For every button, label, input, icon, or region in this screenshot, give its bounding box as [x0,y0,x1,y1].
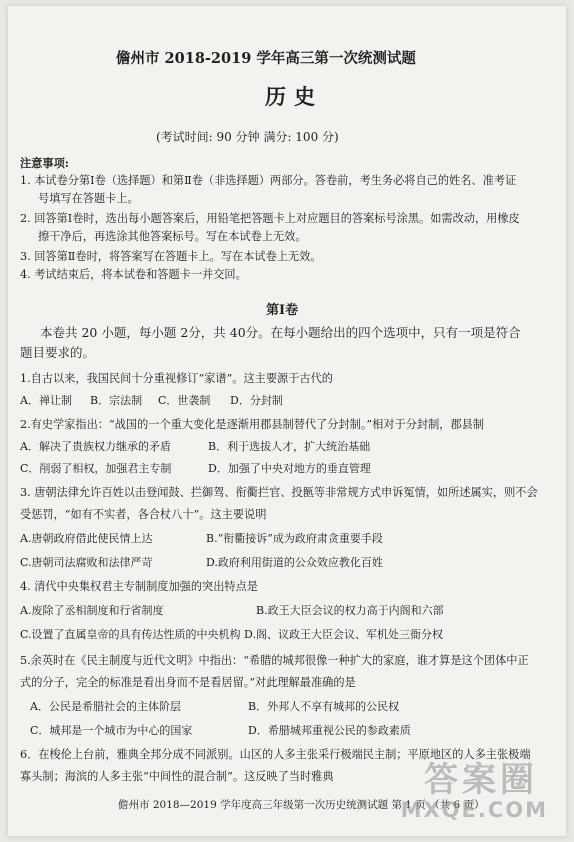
question-stem: 寡头制；海滨的人多主张“中间性的混合制”。这反映了当时雅典 [20,770,334,783]
question-stem: 2.有史学家指出：“战国的一个重大变化是逐渐用郡县制替代了分封制。”相对于分封制，郡县制 [20,418,485,431]
option-c: C．城邦是一个城市为中心的国家 [30,724,193,737]
section-intro: 本卷共 20 小题，每小题 2分，共 40分。在每小题给出的四个选项中，只有一项是符合 [40,325,521,340]
option-d: D．希腊城邦重视公民的参政素质 [248,724,411,737]
question-stem: 4. 清代中央集权君主专制制度加强的突出特点是 [20,580,258,593]
option-d: D.政府利用街道的公众效应教化百姓 [206,556,383,569]
notes-heading: 注意事项: [20,156,69,170]
question-stem: 3. 唐朝法律允许百姓以击登闻鼓、拦御驾、衔衢拦官、投匦等非常规方式申诉冤情，如所述属实，则不会 [20,486,538,499]
option-b: B.“衔衢接诉”成为政府肃贪重要手段 [206,532,383,545]
option-c: C．削弱了相权，加强君主专制 [20,462,172,475]
watermark-logo [356,752,556,832]
option-a: A．解决了贵族权力继承的矛盾 [20,440,171,453]
question-stem: 受惩罚，“如有不实者，各合杖八十”。这主要说明 [20,508,267,521]
note-line: 3. 回答第Ⅱ卷时，将答案写在答题卡上。写在本试卷上无效。 [20,250,322,263]
option-b: B．外邦人不享有城邦的公民权 [248,700,400,713]
option-a: A．禅让制 [20,394,72,407]
option-b: B．利于选拔人才，扩大统治基础 [208,440,371,453]
exam-title: 儋州市 2018-2019 学年高三第一次统测试题 [116,50,416,67]
option-a: A.唐朝政府借此使民情上达 [20,532,153,545]
option-d: D．加强了中央对地方的垂直管理 [208,462,371,475]
watermark-url: MXQE.COM [400,798,548,822]
option-c: C.唐朝司法腐败和法律严苛 [20,556,153,569]
page-footer: 儋州市 2018—2019 学年度高三年级第一次历史统测试题 第 1 页 （共 6 页） [118,799,485,811]
question-stem: 1.自古以来，我国民间十分重视修订“家谱”。这主要源于古代的 [20,372,333,385]
question-stem: 5.余英时在《民主制度与近代文明》中指出：“希腊的城邦很像一种扩大的家庭，谁才算是这个团体中正 [20,654,529,667]
note-line: 号填写在答题卡上。 [38,192,139,205]
option-cd: C.设置了直属皇帝的具有传达性质的中央机构 D.阁、议政王大臣会议、军机处三衙分权 [20,628,443,641]
watermark-main-text: 答案圈 [424,760,538,800]
option-b: B.政王大臣会议的权力高于内阁和六部 [256,604,444,617]
section-title: 第Ⅰ卷 [266,303,299,318]
note-line: 1. 本试卷分第Ⅰ卷（选择题）和第Ⅱ卷（非选择题）两部分。答卷前，考生务必将自己的姓名、准考证 [20,174,517,187]
option-d: D．分封制 [230,394,283,407]
option-a: A．公民是希腊社会的主体阶层 [30,700,181,713]
note-line: 4. 考试结束后，将本试卷和答题卡一并交回。 [20,268,247,281]
question-stem: 6．在梭伦上台前，雅典全邦分成不同派别。山区的人多主张采行极端民主制；平原地区的人多主张极端 [20,748,531,761]
section-intro: 题目要求的。 [20,345,96,360]
option-b: B．宗法制 [90,394,143,407]
subject-title: 历史 [265,84,323,109]
option-c: C．世袭制 [158,394,211,407]
exam-page [8,6,566,836]
question-stem: 式的分子，完全的标准是看出身而不是看居留。”对此理解最准确的是 [20,676,356,689]
exam-info: (考试时间: 90 分钟 满分: 100 分) [156,130,339,144]
option-a: A.废除了丞相制度和行省制度 [20,604,164,617]
note-line: 2. 回答第Ⅰ卷时，选出每小题答案后，用铅笔把答题卡上对应题目的答案标号涂黑。如需改动，用橡皮 [20,212,520,225]
note-line: 擦干净后，再选涂其他答案标号。写在本试卷上无效。 [38,230,307,243]
